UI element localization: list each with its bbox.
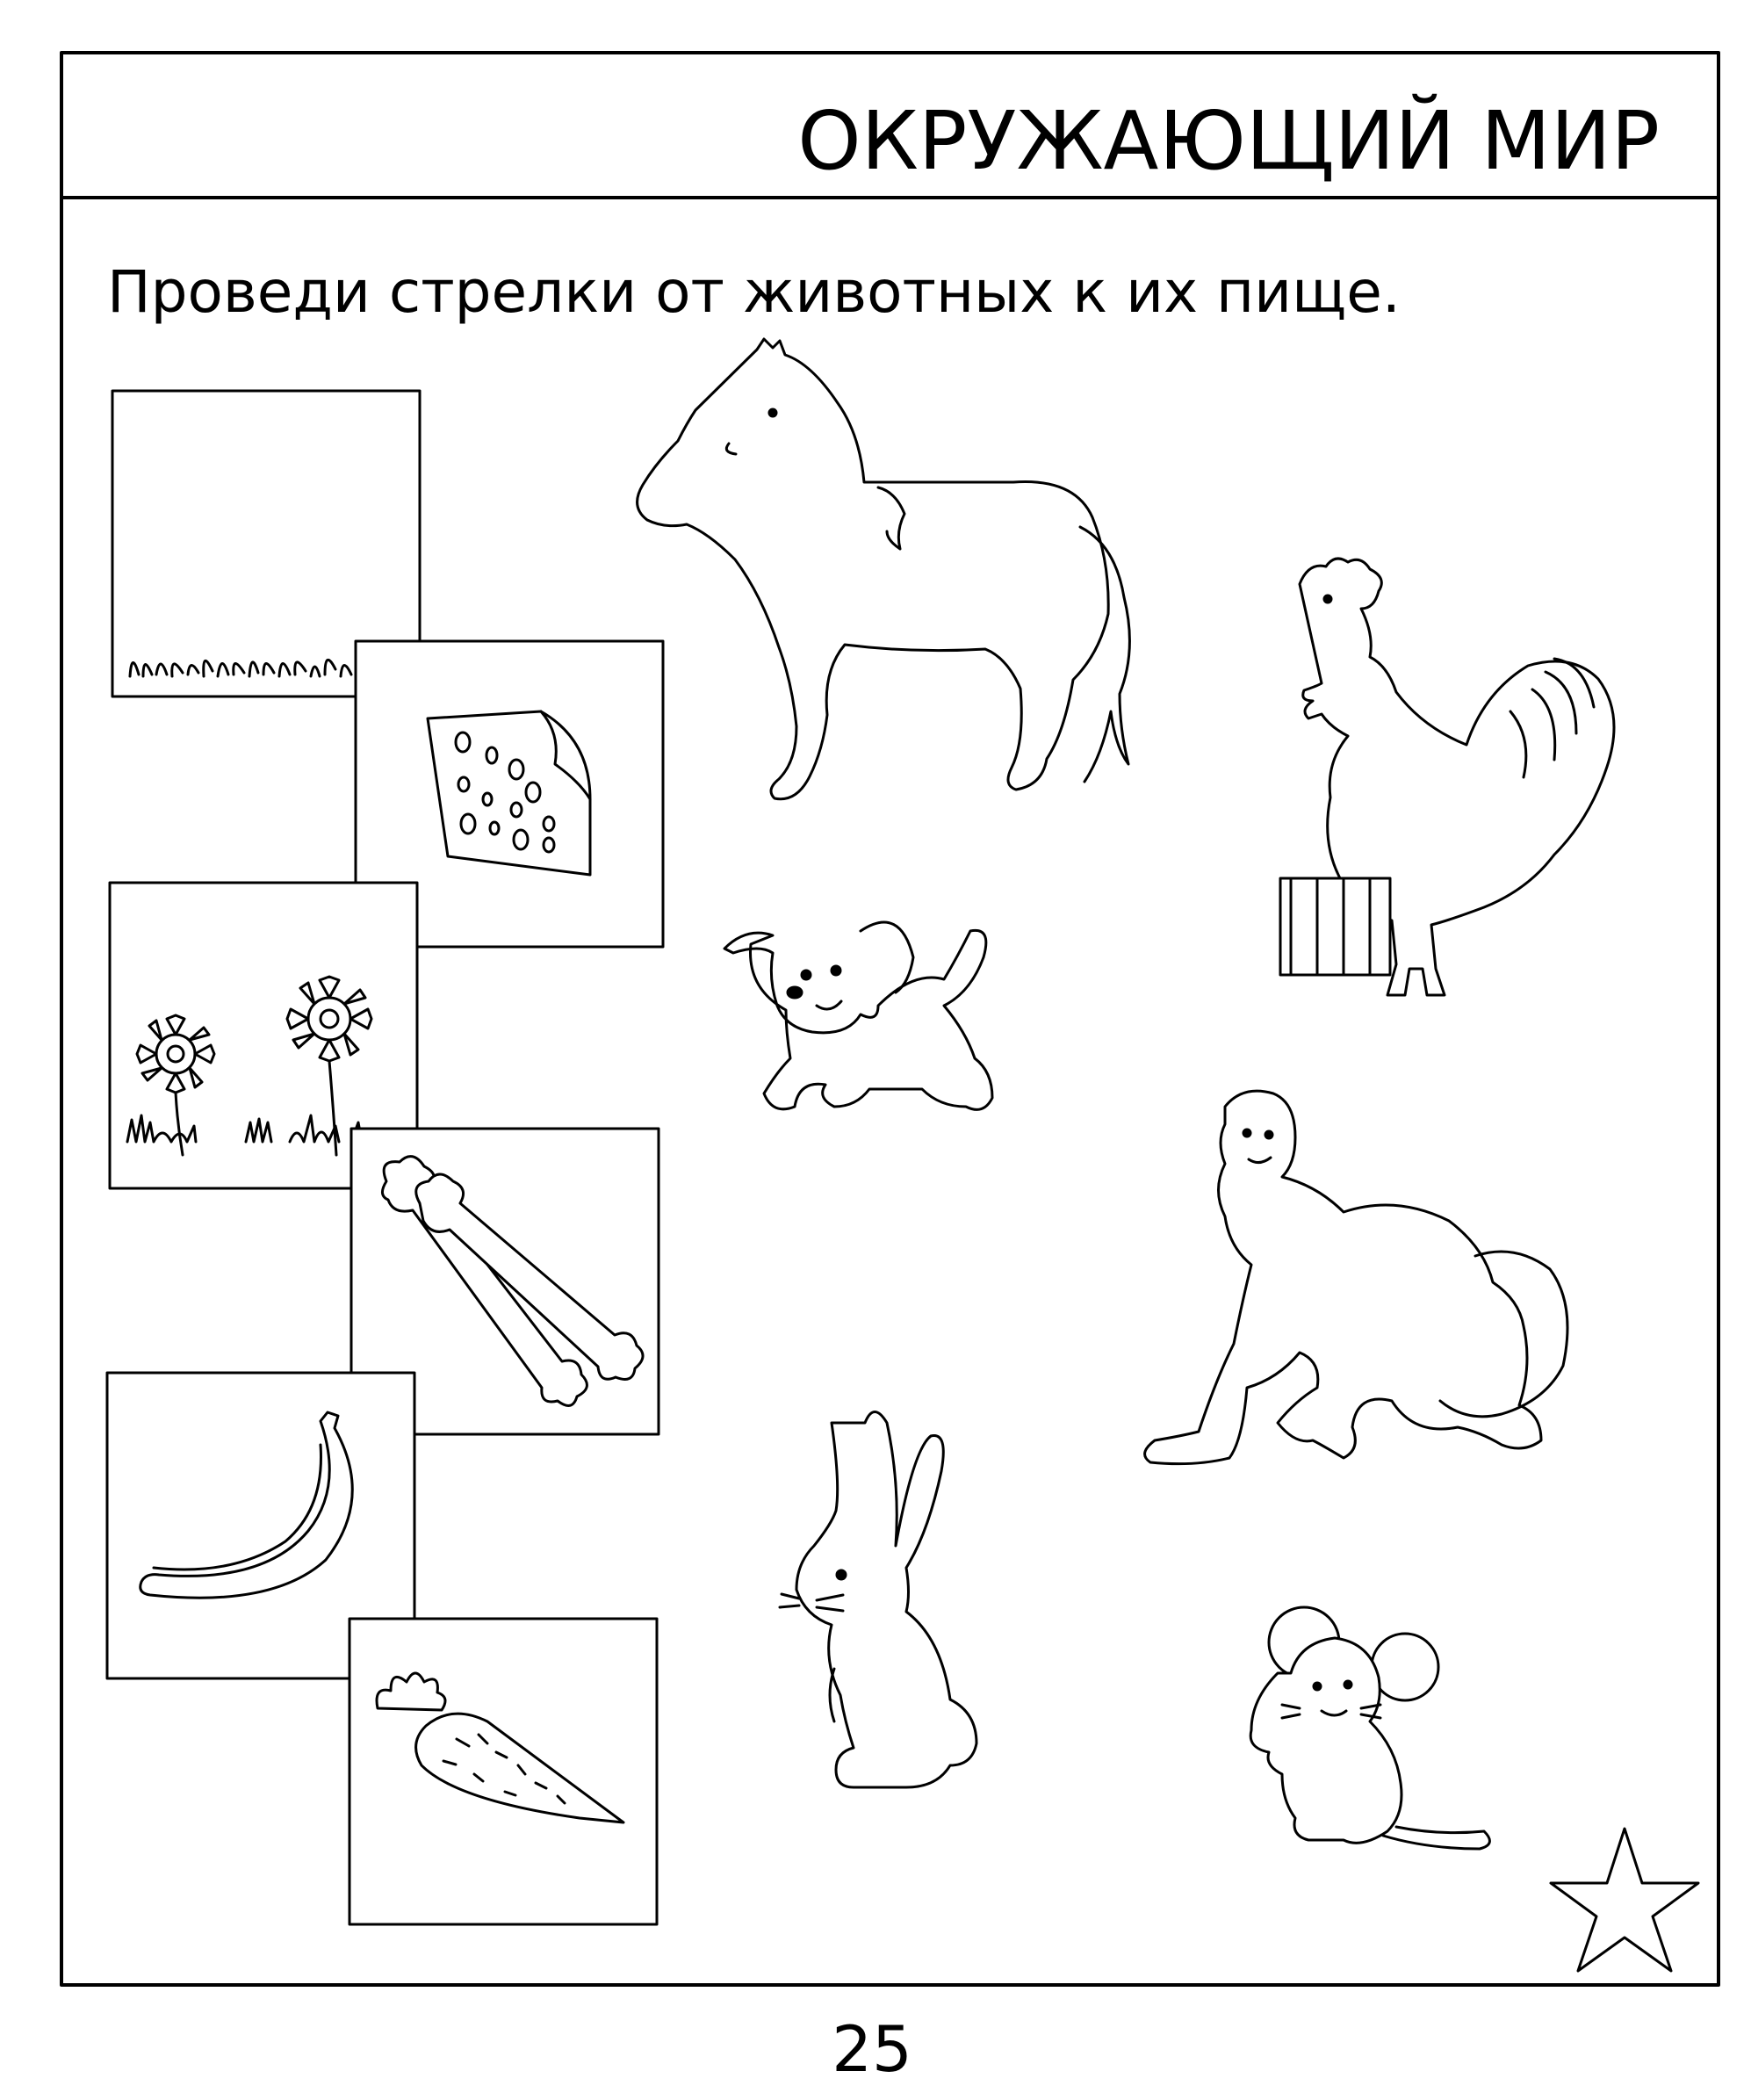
cheese-icon xyxy=(428,711,590,875)
page-title: ОКРУЖАЮЩИЙ МИР xyxy=(797,94,1660,188)
instruction-text: Проведи стрелки от животных к их пище. xyxy=(107,258,1401,326)
page-number: 25 xyxy=(832,2012,912,2086)
food-card-carrot[interactable] xyxy=(349,1619,657,1924)
